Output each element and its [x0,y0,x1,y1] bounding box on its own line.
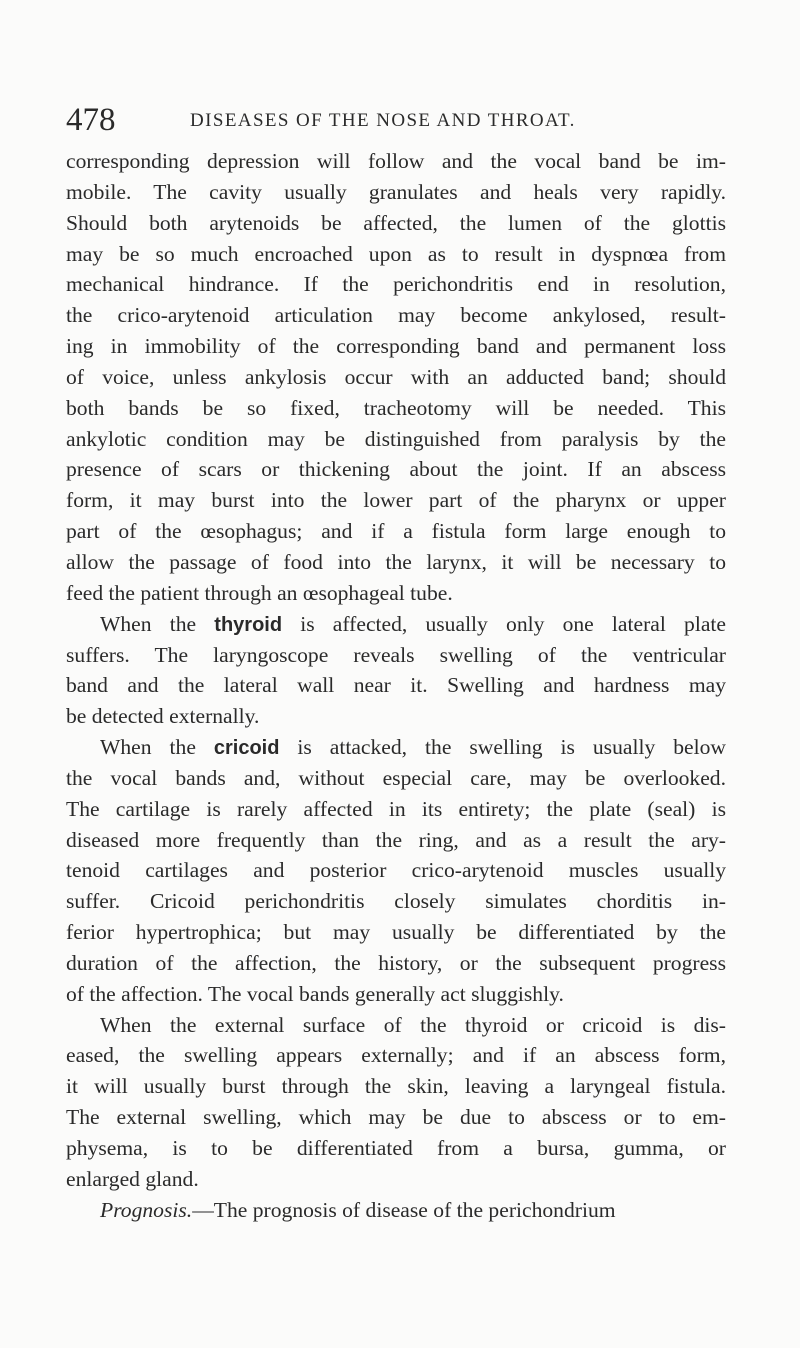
text-line: of the affection. The vocal bands generally act sluggishly. [66,981,564,1006]
paragraph-cricoid [66,732,726,1010]
text-line: it will usually burst through the skin, leaving a laryngeal fistula. [66,1074,726,1099]
text-line: physema, is to be differentiated from a bursa, gumma, or [66,1136,726,1160]
text-line: allow the passage of food into the larynx, it will be necessary to [66,549,726,574]
text-line: When the external surface of the thyroid or cricoid is dis- [100,1012,726,1037]
text-line: The external swelling, which may be due to abscess or to em- [66,1105,726,1130]
text-line: ankylotic condition may be distinguished from paralysis by the [66,426,726,451]
section-heading-prognosis: Prognosis. [100,1197,193,1222]
text-line [66,1195,726,1226]
body-text [66,146,726,1226]
text-line: corresponding depression will follow and the vocal band be im- [66,149,726,173]
text-line: part of the œsophagus; and if a fistula form large enough to [66,519,726,544]
text-line: The cartilage is rarely affected in its entirety; the plate (seal) is [66,796,726,821]
page-number: 478 [66,102,116,138]
text-line: form, it may burst into the lower part of the pharynx or upper [66,488,726,513]
text-segment: When the [100,735,214,760]
running-title: DISEASES OF THE NOSE AND THROAT. [190,110,576,131]
text-line: mobile. The cavity usually granulates and heals very rapidly. [66,179,726,204]
text-line: feed the patient through an œsophageal tube. [66,580,453,605]
text-line: diseased more frequently than the ring, and as a result the ary- [66,827,726,852]
paragraph-external-surface [66,1010,726,1195]
paragraph-thyroid [66,609,726,732]
text-line: duration of the affection, the history, or the subsequent progress [66,950,726,975]
text-line: presence of scars or thickening about the joint. If an abscess [66,457,726,482]
text-line: enlarged gland. [66,1166,199,1191]
text-line: the crico-arytenoid articulation may become ankylosed, result- [66,303,726,328]
text-line: ferior hypertrophica; but may usually be differentiated by the [66,920,726,945]
paragraph-prognosis [66,1195,726,1226]
text-line: of voice, unless ankylosis occur with an adducted band; should [66,364,726,389]
text-line: band and the lateral wall near it. Swelling and hardness may [66,673,726,698]
text-line: the vocal bands and, without especial care, may be overlooked. [66,765,726,790]
text-line: Should both arytenoids be affected, the lumen of the glottis [66,210,726,235]
text-segment: When the [100,611,215,636]
running-head [66,100,726,140]
text-line: mechanical hindrance. If the perichondritis end in resolution, [66,272,726,297]
paragraph-continuation [66,146,726,609]
text-line [66,732,726,763]
text-segment: —The prognosis of disease of the perichondrium [192,1197,616,1222]
term-thyroid: thyroid [214,613,283,636]
text-line: both bands be so fixed, tracheotomy will be needed. This [66,395,726,420]
text-line: be detected externally. [66,704,260,729]
term-cricoid: cricoid [213,737,280,760]
text-line: tenoid cartilages and posterior crico-arytenoid muscles usually [66,858,726,883]
text-segment: is affected, usually only one lateral plate [282,611,726,636]
text-line [66,609,726,640]
text-segment: is attacked, the swelling is usually below [279,735,726,760]
text-line: ing in immobility of the corresponding band and permanent loss [66,334,726,359]
text-line: eased, the swelling appears externally; and if an abscess form, [66,1043,726,1068]
text-line: may be so much encroached upon as to result in dyspnœa from [66,241,726,266]
text-line: suffers. The laryngoscope reveals swelling of the ventricular [66,642,726,667]
text-line: suffer. Cricoid perichondritis closely simulates chorditis in- [66,889,726,914]
